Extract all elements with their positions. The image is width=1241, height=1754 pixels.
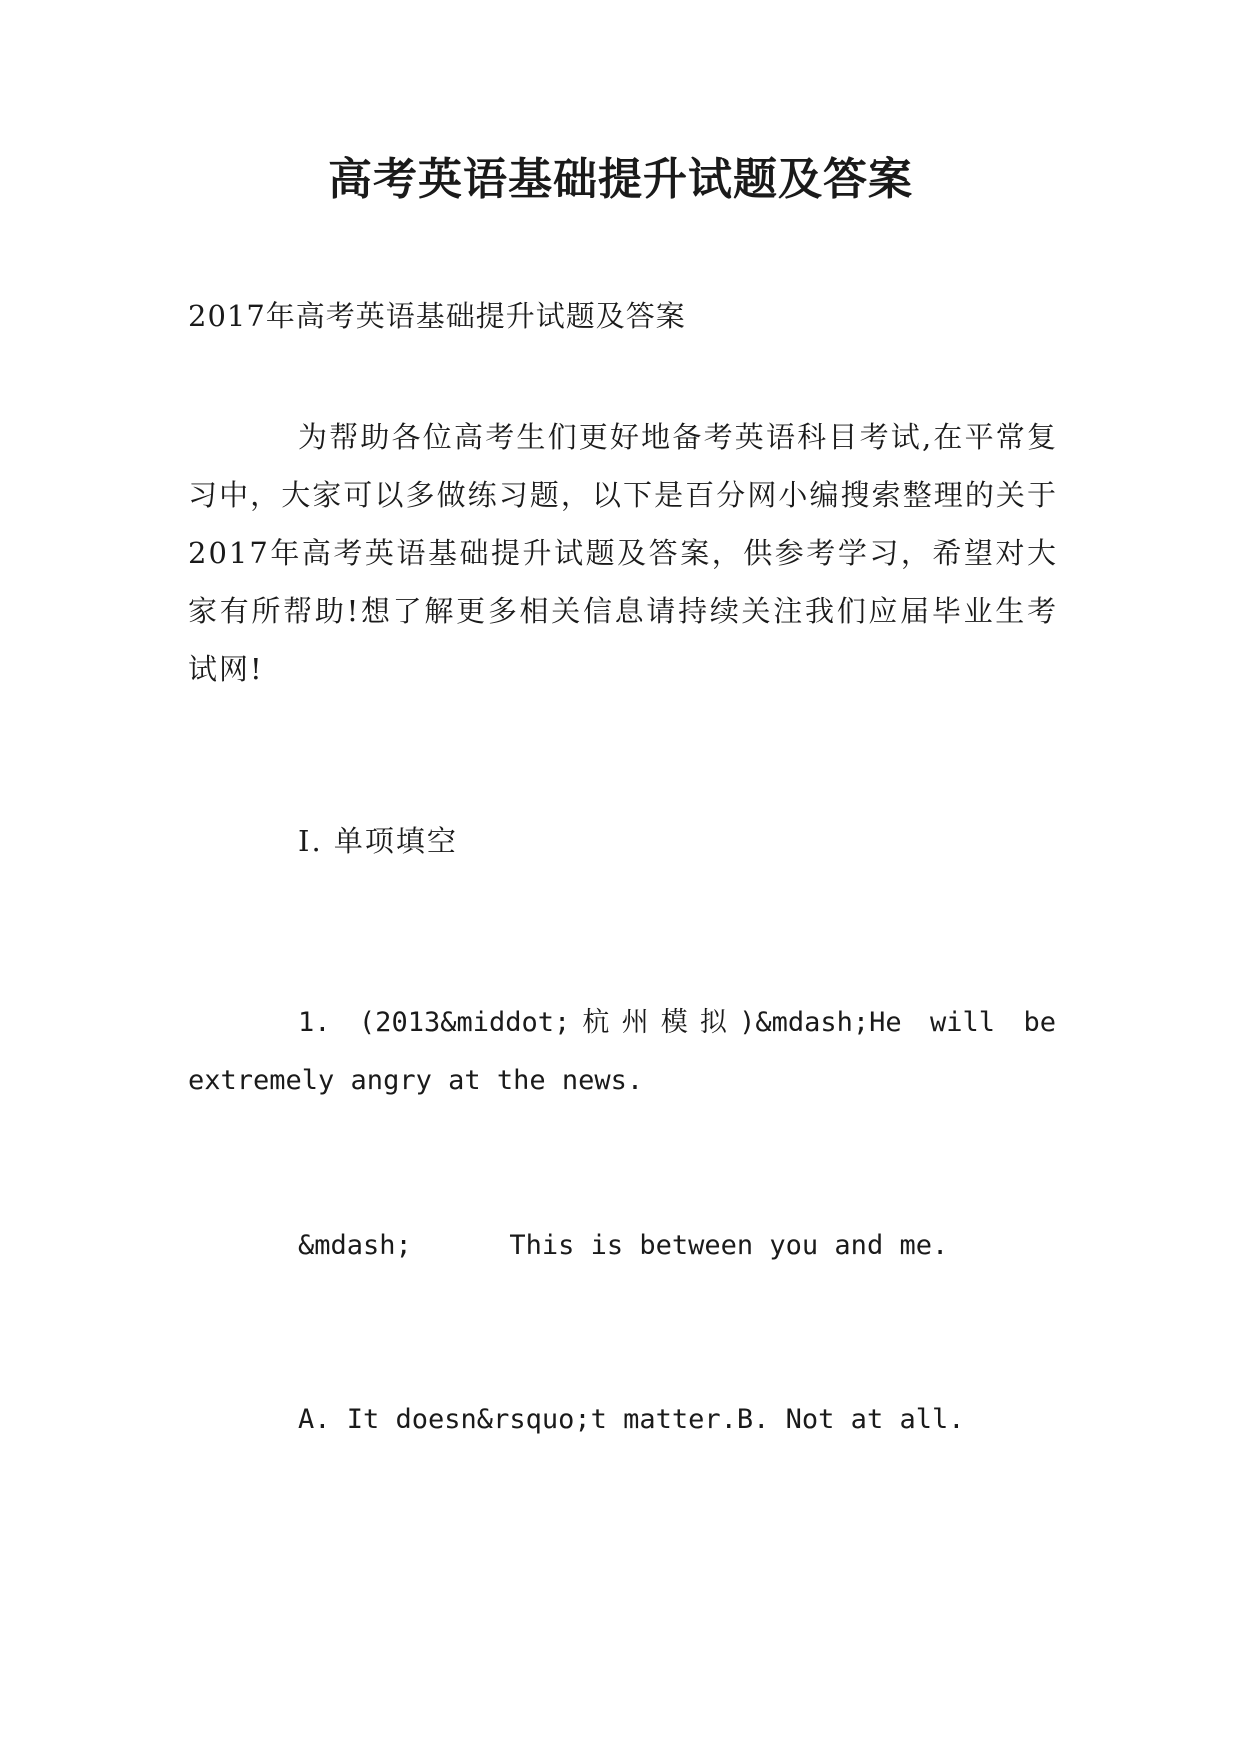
section-heading: Ⅰ. 单项填空	[298, 824, 458, 858]
dialogue-response: &mdash; This is between you and me.	[298, 1230, 949, 1261]
intro-paragraph: 为帮助各位高考生们更好地备考英语科目考试,在平常复习中，大家可以多做练习题，以下是百分网小编搜索整理的关于2017年高考英语基础提升试题及答案，供参考学习，希望对大家有所帮助!想了解更多相关信息请持续关注我们应届毕业生考试网!	[188, 420, 1058, 686]
question-1: 1. (2013&middot;杭州模拟)&mdash;He will be extremely angry at the news.	[188, 1007, 1056, 1096]
answer-options: A. It doesn&rsquo;t matter.B. Not at all.	[298, 1404, 965, 1435]
document-title: 高考英语基础提升试题及答案	[328, 154, 913, 205]
document-subtitle: 2017年高考英语基础提升试题及答案	[188, 299, 686, 333]
